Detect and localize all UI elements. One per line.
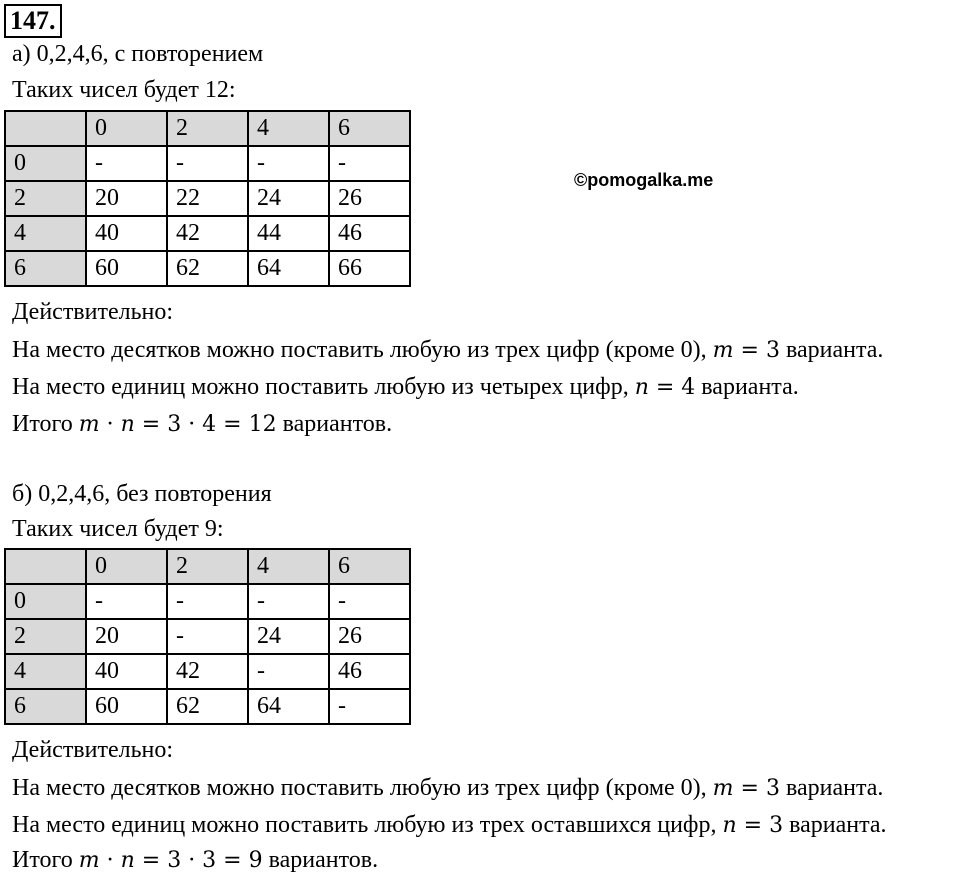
table-row: [5, 181, 410, 216]
table-cell: -: [248, 584, 329, 619]
part-b-indeed: Действительно:: [12, 737, 174, 763]
table-cell: 40: [86, 654, 167, 689]
table-row: [5, 619, 410, 654]
part-b-explanation-1: [12, 774, 883, 803]
explanation-tail: варианта.: [779, 337, 884, 363]
table-cell: 24: [248, 181, 329, 216]
math-variable: n: [120, 848, 135, 873]
table-cell: 20: [86, 181, 167, 216]
table-row: [5, 654, 410, 689]
explanation-tail: варианта.: [783, 812, 887, 838]
table-cell: 60: [86, 251, 167, 286]
table-header-cell: 0: [86, 549, 167, 584]
total-prefix: Итого: [12, 411, 79, 437]
table-header-row: [5, 549, 410, 584]
part-a-count-line: Таких чисел будет 12:: [12, 77, 236, 103]
explanation-text: На место десятков можно поставить любую из трех цифр (кроме 0),: [12, 775, 713, 801]
math-expression: = 3: [733, 338, 780, 363]
table-header-cell: 4: [248, 549, 329, 584]
table-cell: -: [167, 584, 248, 619]
explanation-tail: варианта.: [695, 374, 799, 400]
table-row: [5, 216, 410, 251]
explanation-tail: варианта.: [779, 775, 884, 801]
table-row-header: 0: [5, 584, 86, 619]
table-row: [5, 689, 410, 724]
table-row-header: 0: [5, 146, 86, 181]
table-cell: 26: [329, 181, 410, 216]
part-a-heading: а) 0,2,4,6, с повторением: [12, 41, 264, 67]
table-cell: 62: [167, 689, 248, 724]
watermark: ©pomogalka.me: [574, 170, 714, 190]
part-b-total: [12, 846, 378, 875]
table-cell: -: [248, 146, 329, 181]
table-cell: 20: [86, 619, 167, 654]
table-row-header: 6: [5, 689, 86, 724]
math-variable: m: [712, 776, 734, 801]
part-a-explanation-2: [12, 373, 799, 402]
table-header-cell: 2: [167, 549, 248, 584]
table-header-cell: 6: [329, 111, 410, 146]
total-prefix: Итого: [12, 847, 79, 873]
table-row-header: 4: [5, 654, 86, 689]
math-expression: = 3 · 3 = 9: [134, 848, 263, 873]
table-cell: 42: [167, 654, 248, 689]
explanation-text: На место единиц можно поставить любую из четырех цифр,: [12, 374, 635, 400]
table-row-header: 6: [5, 251, 86, 286]
table-row: [5, 584, 410, 619]
part-b-heading: б) 0,2,4,6, без повторения: [12, 481, 272, 507]
part-a-total: [12, 410, 392, 439]
table-header-cell: 4: [248, 111, 329, 146]
table-cell: -: [329, 584, 410, 619]
table-cell: 40: [86, 216, 167, 251]
explanation-text: На место десятков можно поставить любую из трех цифр (кроме 0),: [12, 337, 713, 363]
table-corner-cell: [5, 111, 86, 146]
table-header-cell: 0: [86, 111, 167, 146]
table-cell: 64: [248, 251, 329, 286]
part-b-count-line: Таких чисел будет 9:: [12, 516, 224, 542]
table-corner-cell: [5, 549, 86, 584]
math-expression: = 4: [648, 375, 696, 400]
table-cell: -: [86, 146, 167, 181]
table-row-header: 2: [5, 619, 86, 654]
table-cell: 42: [167, 216, 248, 251]
math-variable: n: [634, 375, 649, 400]
math-variable: n: [722, 813, 737, 838]
table-cell: 26: [329, 619, 410, 654]
table-row-header: 4: [5, 216, 86, 251]
problem-number: 147.: [4, 4, 62, 38]
math-variable: m: [78, 412, 100, 437]
part-a-table: [4, 110, 411, 287]
part-b-explanation-2: [12, 811, 887, 840]
table-cell: -: [329, 689, 410, 724]
part-b-table: [4, 548, 411, 725]
part-a-indeed: Действительно:: [12, 299, 174, 325]
table-cell: 64: [248, 689, 329, 724]
table-header-cell: 2: [167, 111, 248, 146]
table-cell: 46: [329, 654, 410, 689]
total-tail: вариантов.: [262, 847, 379, 873]
math-operator: ·: [99, 412, 121, 437]
table-cell: 46: [329, 216, 410, 251]
table-cell: -: [248, 654, 329, 689]
math-variable: m: [78, 848, 100, 873]
math-operator: ·: [99, 848, 121, 873]
table-header-cell: 6: [329, 549, 410, 584]
table-row: [5, 146, 410, 181]
table-cell: 60: [86, 689, 167, 724]
table-header-row: [5, 111, 410, 146]
table-cell: 44: [248, 216, 329, 251]
math-variable: n: [120, 412, 135, 437]
part-a-explanation-1: [12, 336, 883, 365]
table-row: [5, 251, 410, 286]
math-expression: = 3: [736, 813, 784, 838]
math-expression: = 3 · 4 = 12: [134, 412, 277, 437]
total-tail: вариантов.: [276, 411, 393, 437]
table-cell: -: [167, 146, 248, 181]
explanation-text: На место единиц можно поставить любую из трех оставшихся цифр,: [12, 812, 723, 838]
table-cell: 66: [329, 251, 410, 286]
math-expression: = 3: [733, 776, 780, 801]
math-variable: m: [712, 338, 734, 363]
table-cell: -: [86, 584, 167, 619]
table-cell: 62: [167, 251, 248, 286]
table-cell: 22: [167, 181, 248, 216]
table-cell: -: [329, 146, 410, 181]
table-row-header: 2: [5, 181, 86, 216]
table-cell: -: [167, 619, 248, 654]
table-cell: 24: [248, 619, 329, 654]
